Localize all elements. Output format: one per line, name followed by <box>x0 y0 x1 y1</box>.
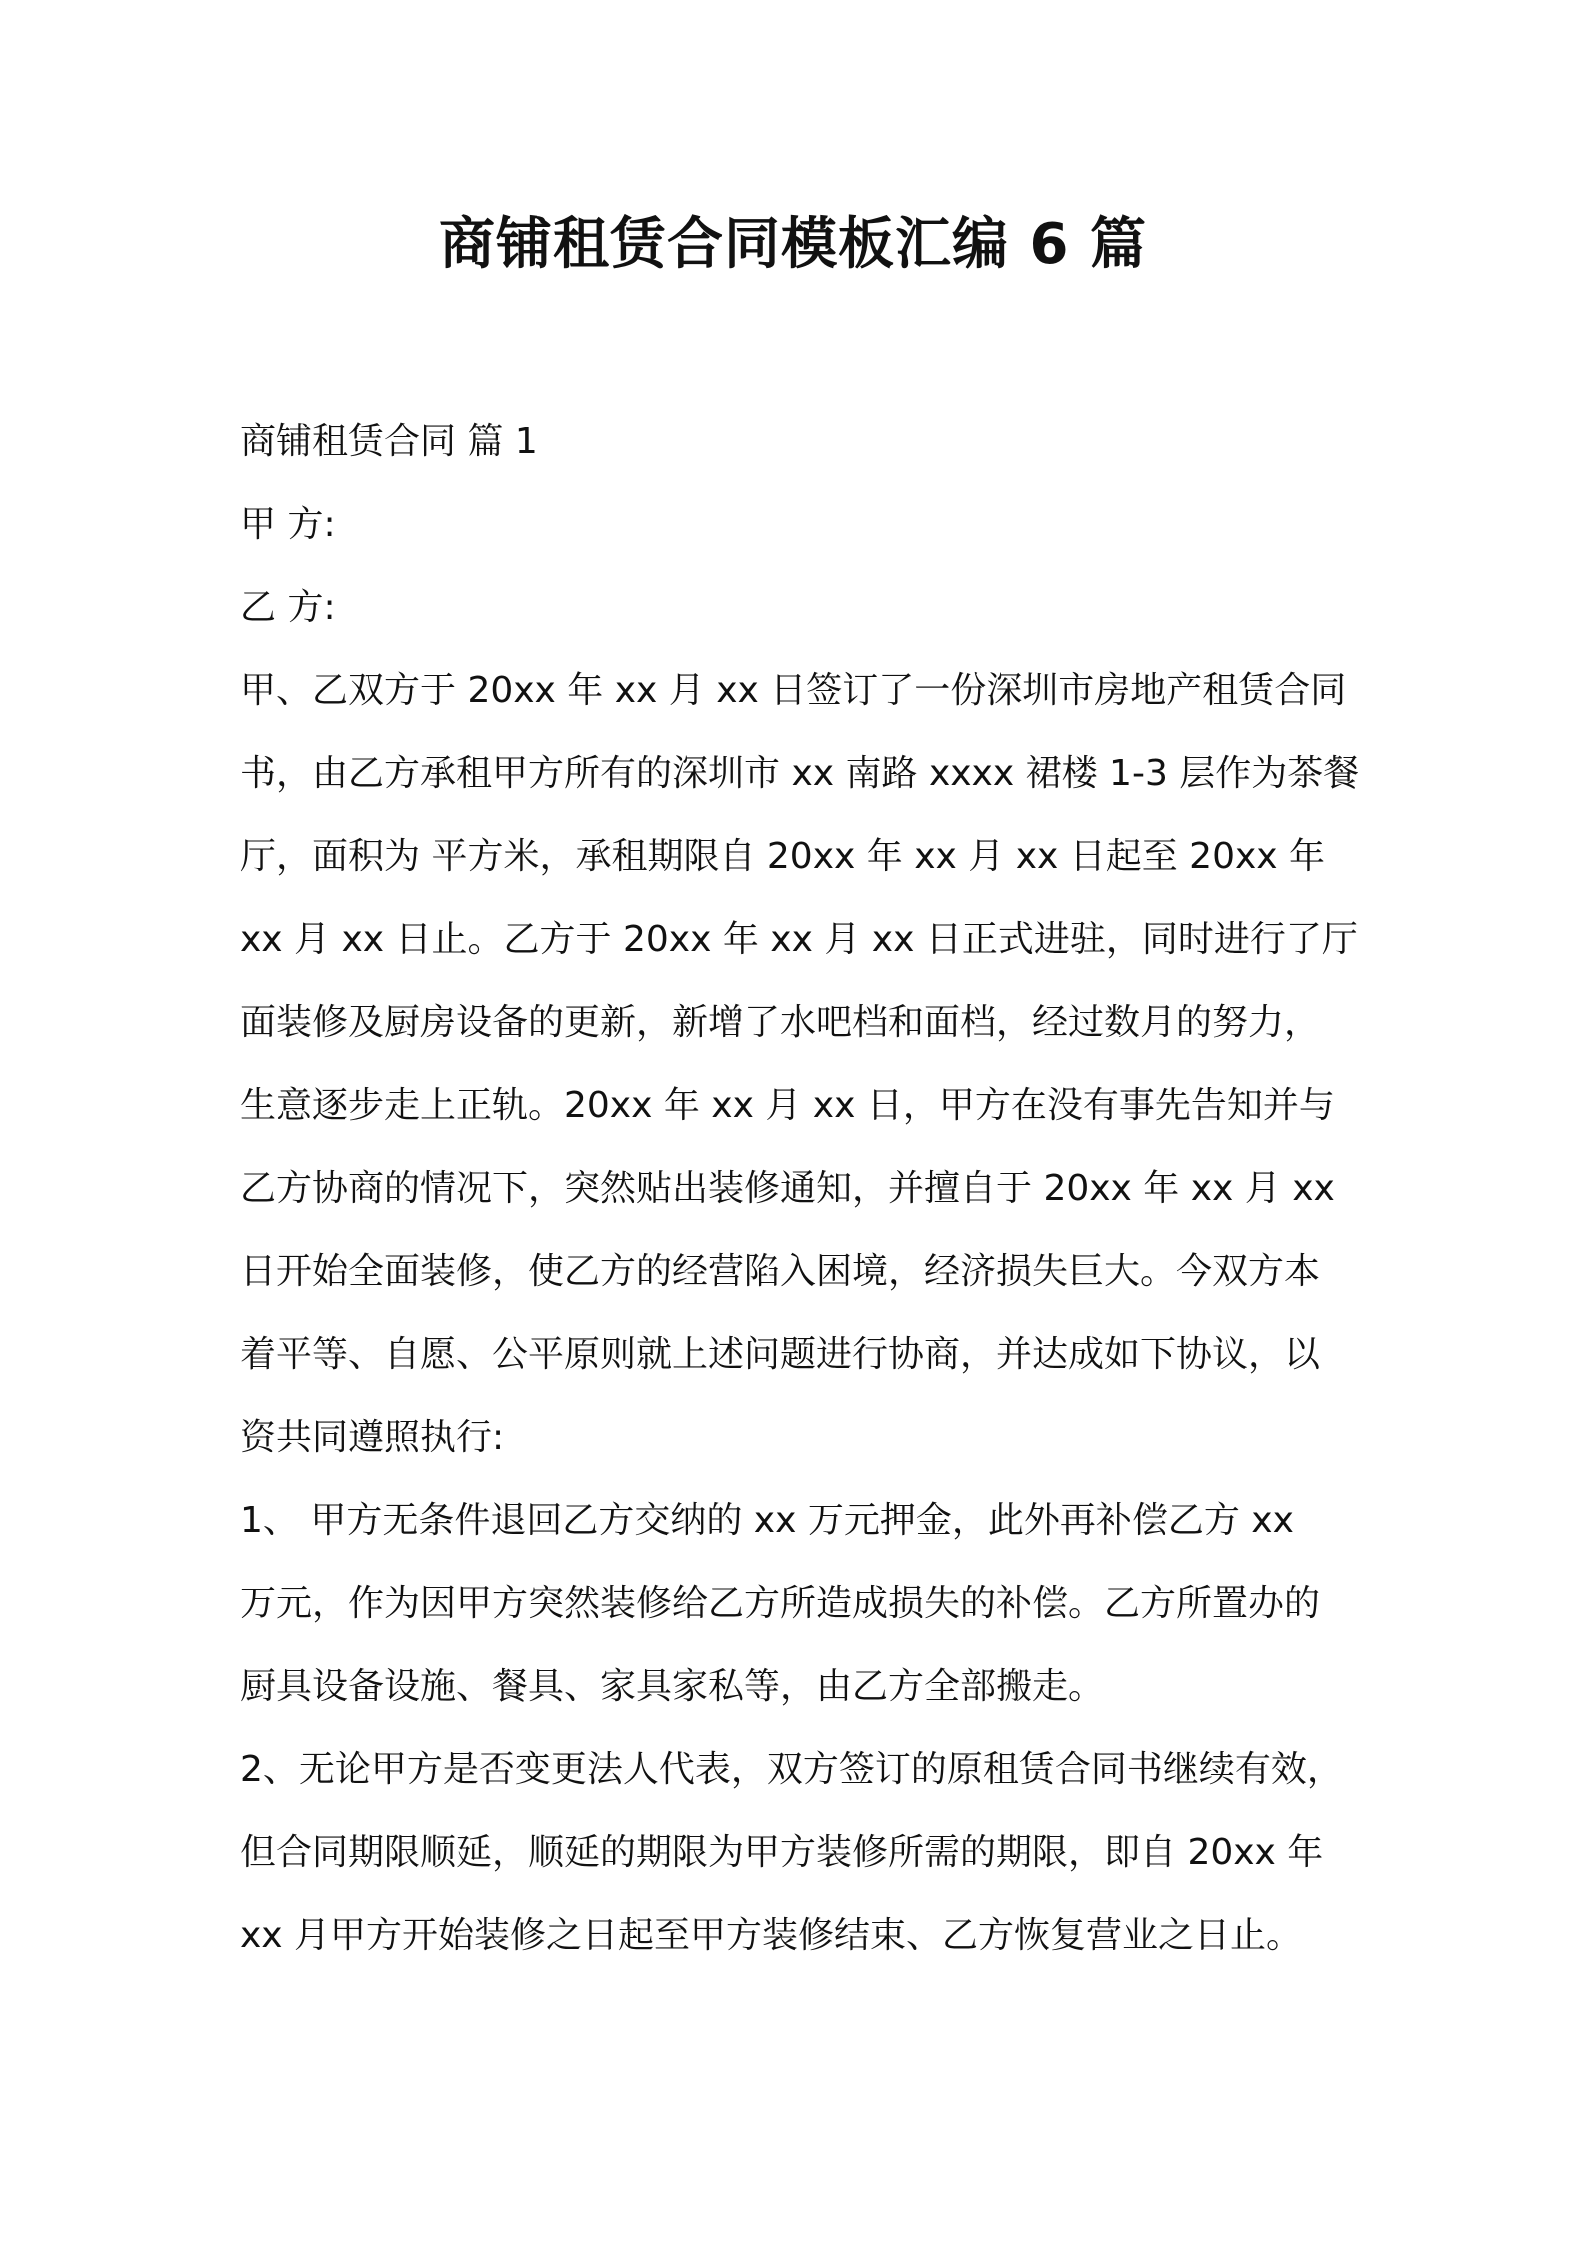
section-heading: 商铺租赁合同 篇 1 <box>240 421 538 462</box>
body-line: 日开始全面装修，使乙方的经营陷入困境，经济损失巨大。今双方本 <box>240 1251 1321 1292</box>
body-line: 厅，面积为 平方米，承租期限自 20xx 年 xx 月 xx 日起至 20xx 年 <box>240 836 1326 877</box>
body-line: xx 月甲方开始装修之日起至甲方装修结束、乙方恢复营业之日止。 <box>240 1915 1303 1956</box>
document-title: 商铺租赁合同模板汇编 6 篇 <box>439 212 1147 277</box>
body-line: 甲、乙双方于 20xx 年 xx 月 xx 日签订了一份深圳市房地产租赁合同 <box>240 670 1347 711</box>
body-line: 1、 甲方无条件退回乙方交纳的 xx 万元押金，此外再补偿乙方 xx <box>240 1500 1294 1541</box>
body-line: 乙方协商的情况下，突然贴出装修通知，并擅自于 20xx 年 xx 月 xx <box>240 1168 1335 1209</box>
body-line: 资共同遵照执行: <box>240 1417 505 1458</box>
body-line: 着平等、自愿、公平原则就上述问题进行协商，并达成如下协议，以 <box>240 1334 1321 1375</box>
party-b-label: 乙 方: <box>240 587 336 628</box>
body-line: 生意逐步走上正轨。20xx 年 xx 月 xx 日，甲方在没有事先告知并与 <box>240 1085 1335 1126</box>
body-line: 面装修及厨房设备的更新，新增了水吧档和面档，经过数月的努力， <box>240 1002 1321 1043</box>
document-body <box>240 400 1360 1977</box>
body-line: 但合同期限顺延，顺延的期限为甲方装修所需的期限，即自 20xx 年 <box>240 1832 1324 1873</box>
body-line: 厨具设备设施、餐具、家具家私等，由乙方全部搬走。 <box>240 1666 1105 1707</box>
body-line: 2、无论甲方是否变更法人代表，双方签订的原租赁合同书继续有效， <box>240 1749 1343 1790</box>
party-a-label: 甲 方: <box>240 504 336 545</box>
body-line: 书，由乙方承租甲方所有的深圳市 xx 南路 xxxx 裙楼 1-3 层作为茶餐 <box>240 753 1360 794</box>
body-line: xx 月 xx 日止。乙方于 20xx 年 xx 月 xx 日正式进驻，同时进行了厅 <box>240 919 1358 960</box>
body-line: 万元，作为因甲方突然装修给乙方所造成损失的补偿。乙方所置办的 <box>240 1583 1321 1624</box>
